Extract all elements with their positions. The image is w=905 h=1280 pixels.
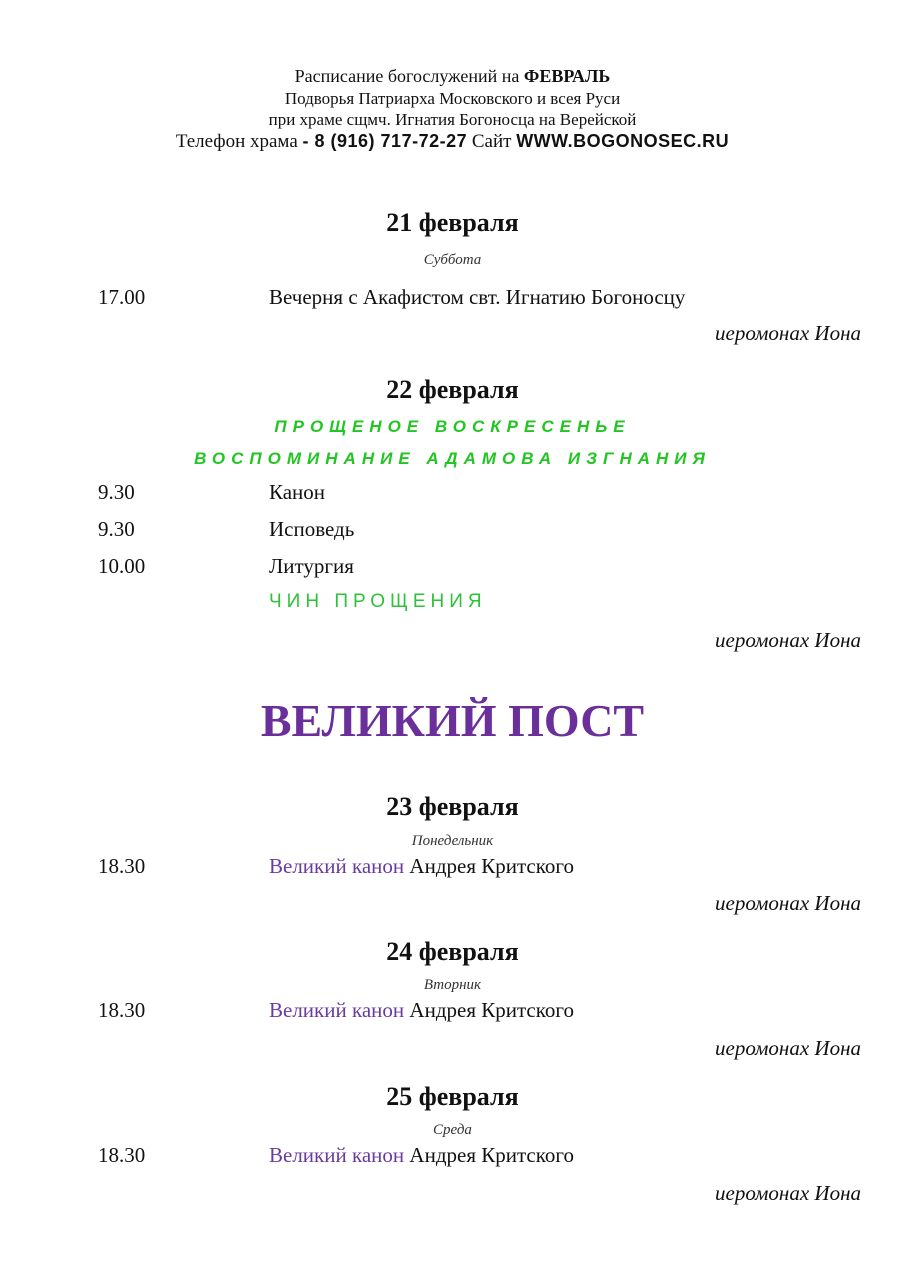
header-title (0, 66, 905, 87)
service-name: Вечерня с Акафистом свт. Игнатию Богоносцу (269, 285, 686, 309)
service-name (269, 854, 574, 879)
service-time: 18.30 (98, 854, 146, 878)
date-heading: 24 февраля (386, 937, 519, 966)
weekday: Понедельник (411, 833, 494, 849)
service-time: 18.30 (98, 1143, 146, 1167)
service-highlight: Великий канон (269, 854, 405, 878)
date-heading: 22 февраля (386, 375, 519, 404)
site-link[interactable]: WWW.BOGONOSEC.RU (516, 131, 730, 151)
service-name: Канон (269, 480, 326, 504)
weekday: Вторник (423, 977, 482, 993)
header-contacts (0, 131, 905, 153)
date-heading: 25 февраля (386, 1082, 519, 1111)
weekday: Суббота (423, 252, 482, 268)
service-highlight: Великий канон (269, 1143, 405, 1167)
header-title-prefix: Расписание богослужений на (294, 66, 524, 86)
rite-title: ЧИН ПРОЩЕНИЯ (269, 591, 487, 612)
site-label: Сайт (467, 131, 517, 152)
service-name (269, 998, 574, 1023)
service-time: 9.30 (98, 517, 135, 541)
service-rest: Андрея Критского (404, 854, 574, 878)
header-month: ФЕВРАЛЬ (523, 66, 611, 86)
date-heading: 21 февраля (386, 208, 519, 237)
service-time: 10.00 (98, 554, 146, 578)
feast-subtitle: ВОСПОМИНАНИЕ АДАМОВА ИЗГНАНИЯ (194, 449, 711, 468)
priest-name: иеромонах Иона (715, 1181, 861, 1205)
service-time: 9.30 (98, 480, 135, 504)
feast-title: ПРОЩЕНОЕ ВОСКРЕСЕНЬЕ (274, 417, 631, 436)
service-name: Литургия (269, 554, 354, 578)
weekday: Среда (433, 1122, 472, 1138)
service-time: 17.00 (98, 285, 146, 309)
service-time: 18.30 (98, 998, 146, 1022)
service-rest: Андрея Критского (404, 1143, 574, 1167)
service-highlight: Великий канон (269, 998, 405, 1022)
phone-label: Телефон храма (175, 131, 303, 152)
date-heading: 23 февраля (386, 792, 519, 821)
header-church: при храме сщмч. Игнатия Богоносца на Верейской (268, 110, 637, 129)
service-rest: Андрея Критского (404, 998, 574, 1022)
service-name (269, 1143, 574, 1168)
priest-name: иеромонах Иона (715, 1036, 861, 1060)
priest-name: иеромонах Иона (715, 891, 861, 915)
priest-name: иеромонах Иона (715, 321, 861, 345)
header-subtitle: Подворья Патриарха Московского и всея Руси (284, 89, 621, 108)
priest-name: иеромонах Иона (715, 628, 861, 652)
great-lent-heading: ВЕЛИКИЙ ПОСТ (260, 695, 645, 746)
service-name: Исповедь (269, 517, 355, 541)
phone-value: - 8 (916) 717-72-27 (302, 131, 468, 151)
